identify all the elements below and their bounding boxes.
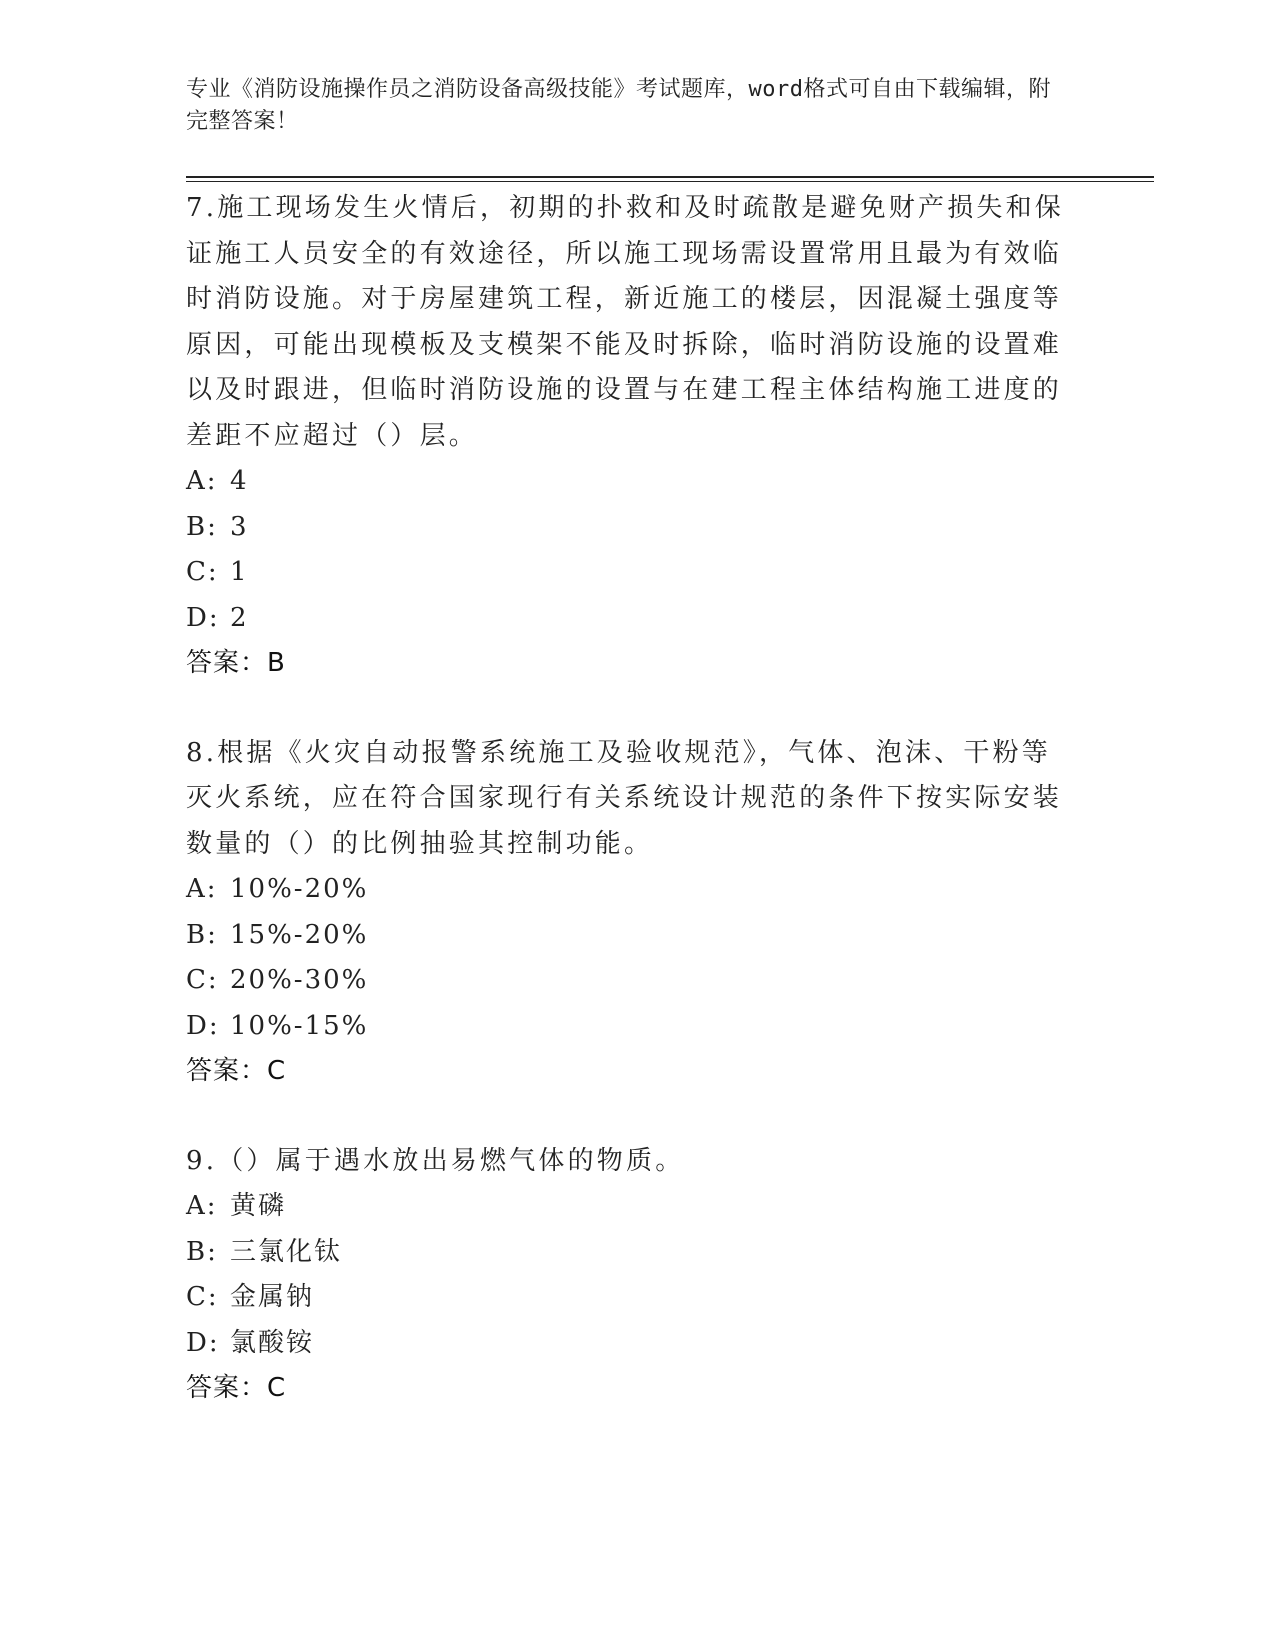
answer-line: 答案：C [186, 1373, 287, 1403]
question-8 [186, 731, 1066, 1095]
option-value: 氯酸铵 [230, 1327, 315, 1358]
option-a [186, 867, 1066, 913]
option-key: C: [186, 557, 219, 587]
question-text: 8.根据《火灾自动报警系统施工及验收规范》，气体、泡沫、干粉等灭火系统，应在符合国家现行有关系统设计规范的条件下按实际安装数量的（）的比例抽验其控制功能。 [186, 737, 1063, 859]
option-key: D: [186, 1010, 220, 1041]
answer-line: 答案：C [186, 1056, 287, 1086]
option-key: A: [186, 874, 218, 904]
option-value: 金属钠 [230, 1282, 315, 1312]
option-value: 20%-30% [230, 965, 369, 995]
question-7 [186, 186, 1066, 687]
option-b [186, 1230, 1066, 1276]
option-b [186, 913, 1066, 959]
option-d [186, 596, 1066, 642]
option-a [186, 459, 1066, 505]
option-value: 1 [230, 557, 249, 587]
header-divider [186, 176, 1154, 182]
option-d [186, 1004, 1066, 1050]
answer-line: 答案：B [186, 648, 286, 678]
option-value: 三氯化钛 [230, 1236, 343, 1267]
page-header: 专业《消防设施操作员之消防设备高级技能》考试题库，word格式可自由下载编辑，附完整答案！ [186, 77, 1051, 134]
option-key: A: [186, 466, 218, 496]
option-key: D: [186, 1327, 220, 1358]
question-list [186, 186, 1066, 1412]
option-key: A: [186, 1191, 218, 1221]
option-value: 3 [230, 511, 249, 542]
option-c [186, 550, 1066, 596]
option-c [186, 1275, 1066, 1321]
question-text: 9.（）属于遇水放出易燃气体的物质。 [186, 1145, 685, 1176]
option-value: 黄磷 [230, 1191, 287, 1221]
option-key: D: [186, 602, 220, 633]
option-key: C: [186, 965, 219, 995]
option-key: B: [186, 511, 218, 542]
option-value: 10%-20% [230, 874, 369, 904]
option-value: 2 [230, 602, 249, 633]
option-key: B: [186, 1236, 218, 1267]
option-key: C: [186, 1282, 219, 1312]
question-text: 7.施工现场发生火情后，初期的扑救和及时疏散是避免财产损失和保证施工人员安全的有效途径，所以施工现场需设置常用且最为有效临时消防设施。对于房屋建筑工程，新近施工的楼层，因混凝土强度等原因，可能出现模板及支模架不能及时拆除，临时消防设施的设置难以及时跟进，但临时消防设施的设置与在建工程主体结构施工进度的差距不应超过（）层。 [186, 193, 1065, 451]
option-value: 4 [230, 466, 249, 496]
option-d [186, 1321, 1066, 1367]
option-value: 15%-20% [230, 919, 369, 950]
option-value: 10%-15% [230, 1010, 369, 1041]
option-c [186, 958, 1066, 1004]
option-key: B: [186, 919, 218, 950]
option-a [186, 1184, 1066, 1230]
question-9 [186, 1139, 1066, 1412]
option-b [186, 505, 1066, 551]
